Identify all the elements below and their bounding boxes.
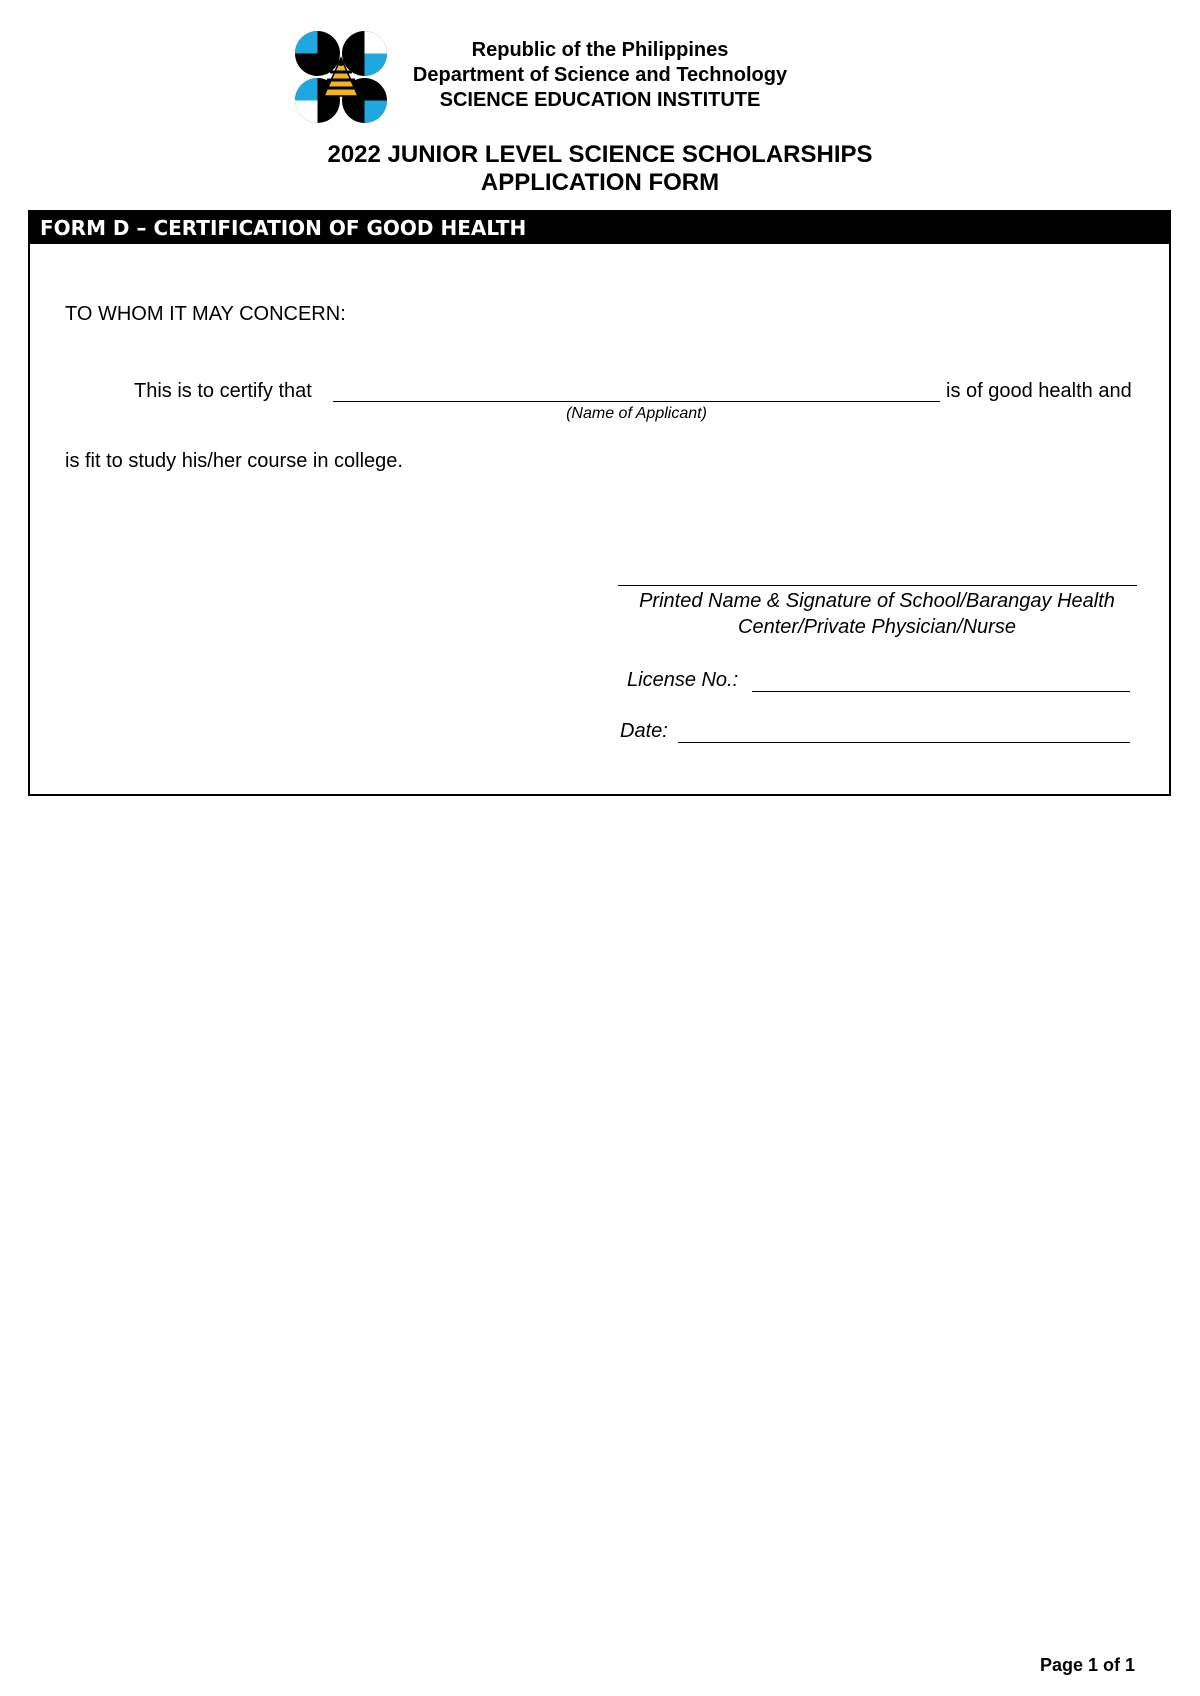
date-field[interactable] (678, 742, 1130, 743)
document-subtitle: APPLICATION FORM (480, 169, 720, 196)
signature-caption: Printed Name & Signature of School/Barangay Health Center/Private Physician/Nurse (639, 590, 1115, 638)
header-department: Department of Science and Technology (412, 64, 788, 86)
applicant-name-caption: (Name of Applicant) (566, 405, 707, 422)
form-heading-bar: FORM D – CERTIFICATION OF GOOD HEALTH (30, 212, 1169, 244)
document-title: 2022 JUNIOR LEVEL SCIENCE SCHOLARSHIPS (327, 141, 873, 168)
date-label: Date: (620, 720, 668, 742)
certify-text: This is to certify that (134, 380, 312, 402)
fit-to-study-text: is fit to study his/her course in college. (65, 450, 403, 472)
salutation: TO WHOM IT MAY CONCERN: (65, 303, 346, 325)
signature-field[interactable] (618, 585, 1137, 586)
applicant-name-field[interactable] (333, 401, 940, 402)
header-institute: SCIENCE EDUCATION INSTITUTE (439, 89, 761, 111)
health-text: is of good health and (946, 380, 1132, 402)
license-label: License No.: (627, 669, 739, 691)
form-d-box (28, 210, 1171, 796)
page-number: Page 1 of 1 (1040, 1655, 1136, 1675)
license-field[interactable] (752, 691, 1130, 692)
header-republic: Republic of the Philippines (471, 39, 729, 61)
